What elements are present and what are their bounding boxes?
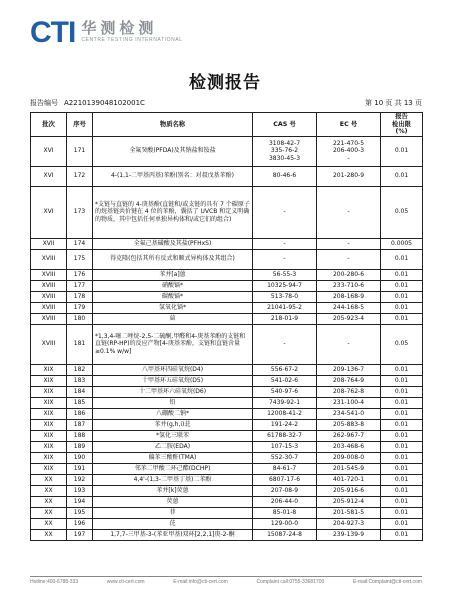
report-header	[30, 18, 430, 58]
cell-lod: 0.01	[381, 463, 423, 474]
cell-lod: 0.01	[381, 441, 423, 452]
cell-name: 偏苯三酸酐(TMA)	[93, 452, 253, 463]
table-row	[31, 419, 423, 430]
cell-lod: 0.01	[381, 474, 423, 485]
cell-ec: 244-168-5	[317, 302, 381, 313]
cell-batch: XIX	[31, 463, 67, 474]
cell-batch: XIX	[31, 408, 67, 419]
cell-lod: 0.01	[381, 518, 423, 529]
cell-ec: 208-764-9	[317, 375, 381, 386]
cell-batch: XIX	[31, 364, 67, 375]
table-row	[31, 313, 423, 324]
cell-lod: 0.01	[381, 419, 423, 430]
cell-name: 䓛	[93, 313, 253, 324]
cell-no: 194	[67, 496, 93, 507]
cell-batch: XIX	[31, 419, 67, 430]
cell-lod: 0.01	[381, 302, 423, 313]
cell-ec: 208-762-8	[317, 386, 381, 397]
cell-name: 十甲基环五硅氧烷(D5)	[93, 375, 253, 386]
cell-lod: 0.01	[381, 485, 423, 496]
cell-no: 175	[67, 249, 93, 269]
cell-cas: 85-01-8	[253, 507, 317, 518]
cell-no: 180	[67, 313, 93, 324]
cell-batch: XIX	[31, 375, 67, 386]
table-row	[31, 324, 423, 364]
col-header-ec: EC 号	[317, 113, 381, 137]
cell-cas: 540-97-6	[253, 386, 317, 397]
table-row	[31, 397, 423, 408]
report-number-label: 报告编号	[30, 99, 58, 107]
cell-ec: 209-136-7	[317, 364, 381, 375]
cell-ec: -	[317, 324, 381, 364]
cell-cas: 129-00-0	[253, 518, 317, 529]
cell-batch: XIX	[31, 397, 67, 408]
cell-lod: 0.01	[381, 291, 423, 302]
cell-no: 197	[67, 529, 93, 540]
cell-name: 1,7,7-三甲基-3-(苯亚甲基)双环[2,2,1]庚-2-酮	[93, 529, 253, 540]
cell-no: 185	[67, 397, 93, 408]
cell-name: 全氟己基磺酸及其盐(PFHxS)	[93, 238, 253, 249]
cell-batch: XVIII	[31, 269, 67, 280]
cell-name: 苯并(g,h,i)苝	[93, 419, 253, 430]
cell-no: 172	[67, 166, 93, 186]
logo-mark: CTI	[30, 16, 76, 49]
cell-batch: XX	[31, 485, 67, 496]
cell-name: 芘	[93, 518, 253, 529]
table-row	[31, 485, 423, 496]
cell-batch: XX	[31, 518, 67, 529]
cti-logo	[30, 18, 183, 48]
cell-lod: 0.01	[381, 375, 423, 386]
cell-ec: 205-883-8	[317, 419, 381, 430]
cell-no: 181	[67, 324, 93, 364]
cell-cas: 207-08-9	[253, 485, 317, 496]
logo-text	[81, 20, 182, 44]
cell-name: 碳酸镉*	[93, 291, 253, 302]
cell-ec: 201-280-9	[317, 166, 381, 186]
table-row	[31, 529, 423, 540]
cell-batch: XVIII	[31, 324, 67, 364]
page-footer	[30, 579, 422, 585]
col-header-lod: 报告 检出限 (%)	[381, 113, 423, 137]
table-row	[31, 441, 423, 452]
cell-ec: 203-468-6	[317, 441, 381, 452]
cell-batch: XVIII	[31, 313, 67, 324]
cell-lod: 0.01	[381, 529, 423, 540]
footer-divider	[30, 576, 422, 577]
table-row	[31, 496, 423, 507]
table-row	[31, 238, 423, 249]
cell-cas: 3108-42-7 335-76-2 3830-45-3	[253, 136, 317, 166]
cell-no: 196	[67, 518, 93, 529]
cell-batch: XIX	[31, 441, 67, 452]
cell-no: 182	[67, 364, 93, 375]
cell-name: 4,4'-(1,3-二甲基丁基)二苯酚	[93, 474, 253, 485]
cell-no: 171	[67, 136, 93, 166]
cell-lod: 0.01	[381, 507, 423, 518]
cell-cas: -	[253, 186, 317, 238]
cell-name: 十二甲基环六硅氧烷(D6)	[93, 386, 253, 397]
cell-ec: 221-470-5 206-400-3 -	[317, 136, 381, 166]
cell-lod: 0.01	[381, 364, 423, 375]
cell-batch: XX	[31, 474, 67, 485]
cell-no: 184	[67, 386, 93, 397]
report-number-value: A2210139048102001C	[64, 99, 145, 107]
cell-cas: 541-02-6	[253, 375, 317, 386]
cell-batch: XIX	[31, 386, 67, 397]
cell-no: 177	[67, 280, 93, 291]
cell-no: 178	[67, 291, 93, 302]
cell-name: 邻苯二甲酸二环己酯(DCHP)	[93, 463, 253, 474]
cell-name: *支链与直链的 4-庚基酚(直链和/或支链的具有 7 个碳原子的烷基链共价键在 4 位的苯酚，囊括了 UVCB 和定义明确的物质，其中包括任何单独异构体和/或它们的组合)	[93, 186, 253, 238]
cell-name: 八甲基环四硅氧烷(D4)	[93, 364, 253, 375]
cell-ec: 205-916-6	[317, 485, 381, 496]
footer-email: E-mail:info@cti-cert.com	[173, 579, 228, 585]
table-row	[31, 291, 423, 302]
cell-lod: 0.01	[381, 452, 423, 463]
cell-lod: 0.01	[381, 496, 423, 507]
cell-ec: -	[317, 238, 381, 249]
cell-ec: 262-967-7	[317, 430, 381, 441]
table-row	[31, 408, 423, 419]
document-title: 检测报告	[189, 73, 261, 93]
cell-cas: 80-46-6	[253, 166, 317, 186]
cell-lod: 0.01	[381, 269, 423, 280]
cell-lod: 0.01	[381, 430, 423, 441]
cell-batch: XVIII	[31, 249, 67, 269]
cell-ec: 205-912-4	[317, 496, 381, 507]
cell-batch: XX	[31, 529, 67, 540]
cell-cas: -	[253, 238, 317, 249]
table-row	[31, 430, 423, 441]
cell-cas: -	[253, 249, 317, 269]
cell-lod: 0.01	[381, 136, 423, 166]
cell-no: 187	[67, 419, 93, 430]
footer-complaint-email: E-mail:Complaint@cti-cert.com	[352, 579, 422, 585]
cell-name: 菲	[93, 507, 253, 518]
report-number	[30, 98, 151, 108]
page-info: 第 10 页 共 13 页	[365, 99, 422, 107]
cell-ec: -	[317, 186, 381, 238]
logo-english-name: CENTRE TESTING INTERNATIONAL	[81, 37, 183, 43]
table-row	[31, 452, 423, 463]
cell-batch: XVI	[31, 186, 67, 238]
cell-ec: -	[317, 249, 381, 269]
cell-name: 苯并[k]荧蒽	[93, 485, 253, 496]
cell-no: 193	[67, 485, 93, 496]
table-row	[31, 474, 423, 485]
cell-ec: 209-008-0	[317, 452, 381, 463]
cell-lod: 0.01	[381, 249, 423, 269]
cell-cas: 12008-41-2	[253, 408, 317, 419]
cell-batch: XVI	[31, 166, 67, 186]
cell-cas: 10325-94-7	[253, 280, 317, 291]
cell-name: 得克隆(包括其所有反式和顺式异构体及其组合)	[93, 249, 253, 269]
cell-ec: 234-541-0	[317, 408, 381, 419]
cell-lod: 0.01	[381, 313, 423, 324]
cell-ec: 201-581-5	[317, 507, 381, 518]
cell-cas: 218-01-9	[253, 313, 317, 324]
cell-batch: XX	[31, 507, 67, 518]
cell-ec: 205-923-4	[317, 313, 381, 324]
cell-name: 乙二胺(EDA)	[93, 441, 253, 452]
footer-website: www.cti-cert.com	[106, 579, 145, 585]
cell-batch: XVIII	[31, 291, 67, 302]
cell-name: *1,3,4-噻二唑烷-2,5-二硫酮,甲醛和4-庚基苯酚的支链和直链(RP-HP)的反应产物[4-庚基苯酚，支链和直链含量≥0.1% w/w]	[93, 324, 253, 364]
cell-no: 190	[67, 452, 93, 463]
cell-ec: 200-280-6	[317, 269, 381, 280]
cell-cas: 21041-95-2	[253, 302, 317, 313]
table-row	[31, 186, 423, 238]
table-row	[31, 249, 423, 269]
cell-batch: XIX	[31, 452, 67, 463]
cell-lod: 0.05	[381, 186, 423, 238]
cell-no: 173	[67, 186, 93, 238]
cell-lod: 0.05	[381, 324, 423, 364]
cell-name: 苯并[a]蒽	[93, 269, 253, 280]
cell-name: 荧蒽	[93, 496, 253, 507]
cell-cas: 513-78-0	[253, 291, 317, 302]
cell-cas: 552-30-7	[253, 452, 317, 463]
cell-cas: 556-67-2	[253, 364, 317, 375]
cell-batch: XX	[31, 496, 67, 507]
cell-no: 176	[67, 269, 93, 280]
table-row	[31, 302, 423, 313]
cell-ec: 239-139-9	[317, 529, 381, 540]
cell-name: 4-(1,1-二甲基丙基)苯酚(别名：对叔戊基苯酚)	[93, 166, 253, 186]
cell-no: 183	[67, 375, 93, 386]
cell-name: *氢化三联苯	[93, 430, 253, 441]
logo-chinese-name: 华测检测	[81, 19, 158, 37]
report-meta	[30, 98, 422, 108]
cell-no: 174	[67, 238, 93, 249]
cell-no: 191	[67, 463, 93, 474]
cell-batch: XVI	[31, 136, 67, 166]
cell-batch: XVIII	[31, 302, 67, 313]
col-header-cas: CAS 号	[253, 113, 317, 137]
substance-table	[30, 112, 423, 541]
cell-cas: 15087-24-8	[253, 529, 317, 540]
footer-complaint-call: Complaint call:0755-33681700	[256, 579, 325, 585]
table-row	[31, 166, 423, 186]
cell-no: 192	[67, 474, 93, 485]
table-row	[31, 375, 423, 386]
cell-no: 195	[67, 507, 93, 518]
table-header-row	[31, 113, 423, 137]
cell-lod: 0.01	[381, 386, 423, 397]
table-row	[31, 364, 423, 375]
cell-lod: 0.01	[381, 397, 423, 408]
cell-cas: 61788-32-7	[253, 430, 317, 441]
cell-batch: XIX	[31, 430, 67, 441]
cell-lod: 0.01	[381, 280, 423, 291]
cell-cas: 7439-92-1	[253, 397, 317, 408]
cell-name: 硝酸镉*	[93, 280, 253, 291]
cell-lod: 0.0005	[381, 238, 423, 249]
cell-no: 179	[67, 302, 93, 313]
cell-cas: 6807-17-6	[253, 474, 317, 485]
cell-ec: 208-168-9	[317, 291, 381, 302]
cell-lod: 0.01	[381, 408, 423, 419]
cell-no: 189	[67, 441, 93, 452]
cell-name: 氢氧化镉*	[93, 302, 253, 313]
cell-cas: 206-44-0	[253, 496, 317, 507]
table-row	[31, 507, 423, 518]
col-header-no: 序号	[67, 113, 93, 137]
table-row	[31, 280, 423, 291]
cell-cas: 191-24-2	[253, 419, 317, 430]
table-row	[31, 386, 423, 397]
cell-ec: 401-720-1	[317, 474, 381, 485]
cell-batch: XVII	[31, 238, 67, 249]
cell-name: 铅	[93, 397, 253, 408]
cell-batch: XVIII	[31, 280, 67, 291]
col-header-batch: 批次	[31, 113, 67, 137]
cell-cas: -	[253, 324, 317, 364]
cell-ec: 204-927-3	[317, 518, 381, 529]
cell-name: 八硼酸二钠*	[93, 408, 253, 419]
cell-name: 全氟癸酸(PFDA)及其钠盐和铵盐	[93, 136, 253, 166]
col-header-name: 物质名称	[93, 113, 253, 137]
cell-ec: 231-100-4	[317, 397, 381, 408]
cell-cas: 84-61-7	[253, 463, 317, 474]
cell-no: 186	[67, 408, 93, 419]
table-row	[31, 136, 423, 166]
table-row	[31, 463, 423, 474]
cell-no: 188	[67, 430, 93, 441]
table-row	[31, 269, 423, 280]
cell-ec: 233-710-6	[317, 280, 381, 291]
cell-ec: 201-545-9	[317, 463, 381, 474]
cell-cas: 107-15-3	[253, 441, 317, 452]
cell-cas: 56-55-3	[253, 269, 317, 280]
cell-lod: 0.01	[381, 166, 423, 186]
footer-hotline: Hotline:400-6788-333	[30, 579, 79, 585]
table-row	[31, 518, 423, 529]
